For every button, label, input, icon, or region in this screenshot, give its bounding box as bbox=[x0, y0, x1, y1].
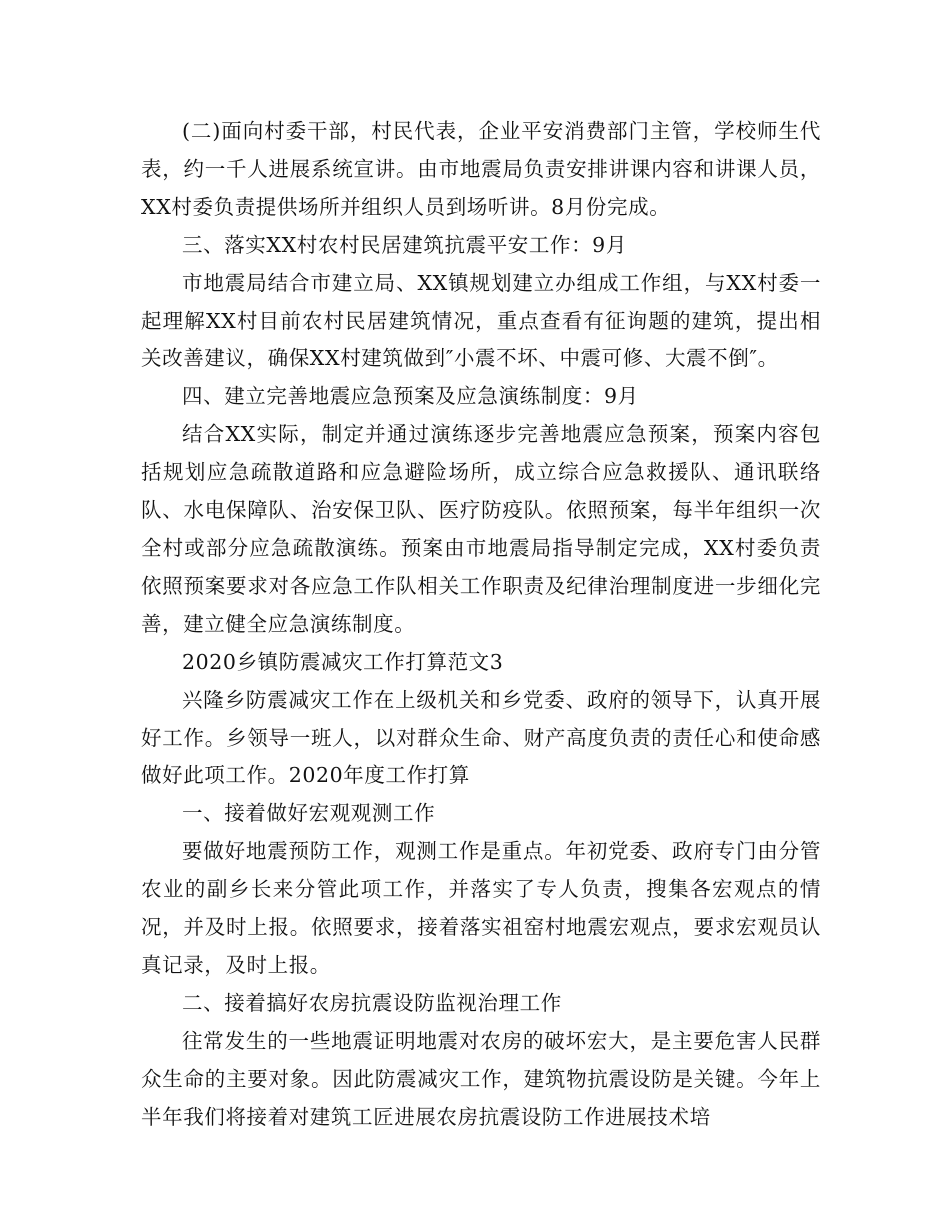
document-body bbox=[141, 113, 821, 1136]
paragraph-emergency-plan: 结合XX实际，制定并通过演练逐步完善地震应急预案，预案内容包括规划应急疏散道路和应急避险场所，成立综合应急救援队、通讯联络队、水电保障队、治安保卫队、医疗防疫队。依照预案，每半年组织一次全村或部分应急疏散演练。预案由市地震局指导制定完成，XX村委负责依照预案要求对各应急工作队相关工作职责及纪律治理制度进一步细化完善，建立健全应急演练制度。 bbox=[141, 422, 821, 636]
paragraph-observation-work: 要做好地震预防工作，观测工作是重点。年初党委、政府专门由分管农业的副乡长来分管此项工作，并落实了专人负责，搜集各宏观点的情况，并及时上报。依照要求，接着落实祖窑村地震宏观点，要求宏观员认真记录，及时上报。 bbox=[141, 839, 821, 977]
heading-section-three: 三、落实XX村农村民居建筑抗震平安工作：9月 bbox=[182, 232, 627, 257]
heading-section-four: 四、建立完善地震应急预案及应急演练制度：9月 bbox=[182, 384, 639, 409]
paragraph-housing-safety: 市地震局结合市建立局、XX镇规划建立办组成工作组，与XX村委一起理解XX村目前农村民居建筑情况，重点查看有征询题的建筑，提出相关改善建议，确保XX村建筑做到″小震不坏、中震可修、大震不倒″。 bbox=[141, 270, 821, 371]
paragraph-publicity-lectures: (二)面向村委干部，村民代表，企业平安消费部门主管，学校师生代表，约一千人进展系统宣讲。由市地震局负责安排讲课内容和讲课人员，XX村委负责提供场所并组织人员到场听讲。8月份完成。 bbox=[141, 119, 821, 219]
heading-item-two: 二、接着搞好农房抗震设防监视治理工作 bbox=[182, 990, 562, 1015]
paragraph-xinglong-intro: 兴隆乡防震减灾工作在上级机关和乡党委、政府的领导下，认真开展好工作。乡领导一班人，以对群众生命、财产高度负责的责任心和使命感做好此项工作。2020年度工作打算 bbox=[141, 687, 821, 788]
heading-template-three: 2020乡镇防震减灾工作打算范文3 bbox=[182, 649, 504, 674]
heading-item-one: 一、接着做好宏观观测工作 bbox=[182, 801, 436, 826]
paragraph-house-fortification: 往常发生的一些地震证明地震对农房的破坏宏大，是主要危害人民群众生命的主要对象。因此防震减灾工作，建筑物抗震设防是关键。今年上半年我们将接着对建筑工匠进展农房抗震设防工作进展技术培 bbox=[141, 1028, 821, 1129]
